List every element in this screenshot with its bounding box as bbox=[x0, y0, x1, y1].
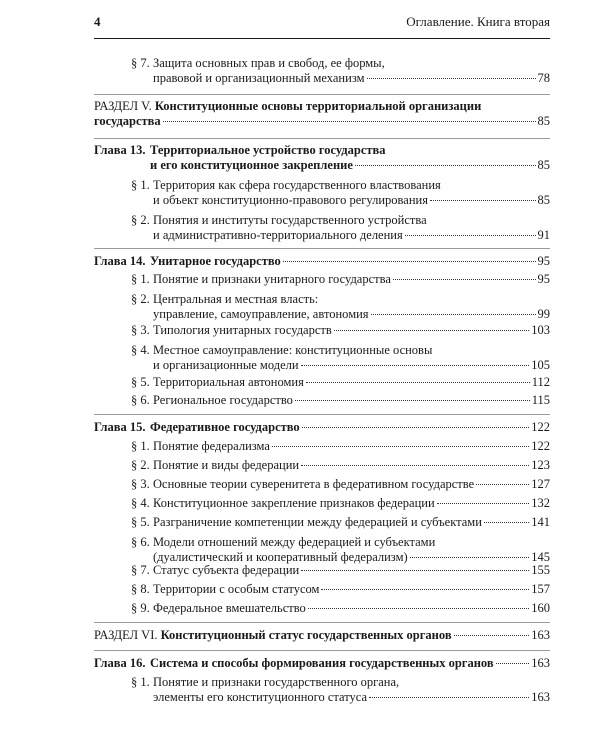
toc-entry-ch14[interactable] bbox=[94, 254, 550, 269]
toc-line bbox=[94, 99, 550, 114]
entry-title-text: Модели отношений между федерацией и субъектами bbox=[153, 535, 436, 549]
section-number: § 1. bbox=[131, 272, 150, 286]
toc-line bbox=[131, 71, 550, 86]
dot-leader bbox=[437, 503, 530, 504]
page-ref: 115 bbox=[531, 393, 550, 407]
separator-rule bbox=[94, 248, 550, 249]
toc-line bbox=[131, 323, 550, 338]
toc-line bbox=[131, 563, 550, 578]
section-number: § 4. bbox=[131, 496, 150, 510]
toc-entry-ch15-s3[interactable] bbox=[131, 477, 550, 492]
entry-title-text: Конституционное закрепление признаков федерации bbox=[153, 496, 435, 510]
page-ref: 85 bbox=[537, 158, 550, 172]
toc-line bbox=[94, 254, 550, 269]
toc-entry-ch15-s7[interactable] bbox=[131, 563, 550, 578]
entry-title-text: Центральная и местная власть: bbox=[153, 292, 319, 306]
page-ref: 123 bbox=[531, 458, 550, 472]
page-number: 4 bbox=[94, 14, 101, 29]
toc-line bbox=[131, 358, 550, 373]
toc-entry-ch13-s2[interactable] bbox=[131, 213, 550, 243]
toc-entry-s7-top[interactable] bbox=[131, 56, 550, 86]
toc-line bbox=[131, 601, 550, 616]
entry-title-text: Статус субъекта федерации bbox=[153, 563, 300, 577]
chapter-label: Глава 14. bbox=[94, 254, 146, 268]
dot-leader bbox=[308, 608, 529, 609]
toc-entry-ch15-s8[interactable] bbox=[131, 582, 550, 597]
entry-title-text: и организационные модели bbox=[153, 358, 299, 372]
toc-line bbox=[131, 496, 550, 511]
separator-rule bbox=[94, 414, 550, 415]
section-number: § 7. bbox=[131, 56, 150, 70]
entry-title-text: Защита основных прав и свобод, ее формы, bbox=[153, 56, 385, 70]
section-number: § 1. bbox=[131, 439, 150, 453]
page-ref: 99 bbox=[537, 307, 550, 321]
dot-leader bbox=[334, 330, 529, 331]
dot-leader bbox=[405, 235, 536, 236]
toc-line bbox=[94, 420, 550, 435]
entry-title-text: Территория как сфера государственного властвования bbox=[153, 178, 441, 192]
section-number: § 2. bbox=[131, 213, 150, 227]
entry-title-text: РАЗДЕЛ VI. Конституционный статус государственных органов bbox=[94, 628, 452, 642]
entry-title-text: Понятие федерализма bbox=[153, 439, 270, 453]
toc-line bbox=[131, 193, 550, 208]
page-ref: 122 bbox=[531, 420, 550, 434]
toc-line bbox=[131, 477, 550, 492]
dot-leader bbox=[484, 522, 529, 523]
toc-entry-ch13-s1[interactable] bbox=[131, 178, 550, 208]
page-ref: 78 bbox=[537, 71, 550, 85]
entry-title-text: Территориальная автономия bbox=[153, 375, 304, 389]
toc-entry-ch14-s2[interactable] bbox=[131, 292, 550, 322]
chapter-label: Глава 16. bbox=[94, 656, 146, 670]
toc-line bbox=[94, 143, 550, 158]
toc-line bbox=[131, 375, 550, 390]
dot-leader bbox=[369, 697, 529, 698]
entry-title-text: Региональное государство bbox=[153, 393, 293, 407]
separator-rule bbox=[94, 622, 550, 623]
section-number: § 3. bbox=[131, 477, 150, 491]
toc-line bbox=[94, 628, 550, 643]
page-ref: 145 bbox=[531, 550, 550, 564]
toc-line bbox=[131, 690, 550, 705]
page-ref: 103 bbox=[531, 323, 550, 337]
dot-leader bbox=[301, 465, 529, 466]
section-number: § 5. bbox=[131, 515, 150, 529]
section-number: § 1. bbox=[131, 675, 150, 689]
toc-line bbox=[94, 114, 550, 129]
dot-leader bbox=[295, 400, 530, 401]
dot-leader bbox=[302, 427, 530, 428]
toc-line bbox=[131, 292, 550, 307]
page-ref: 163 bbox=[531, 656, 550, 670]
page-ref: 91 bbox=[537, 228, 550, 242]
toc-line bbox=[131, 307, 550, 322]
dot-leader bbox=[454, 635, 530, 636]
toc-line bbox=[131, 56, 550, 71]
entry-title-text: Территории с особым статусом bbox=[153, 582, 320, 596]
separator-rule bbox=[94, 94, 550, 95]
toc-entry-ch13[interactable] bbox=[94, 143, 550, 173]
entry-title-text: Местное самоуправление: конституционные основы bbox=[153, 343, 433, 357]
toc-entry-ch15-s4[interactable] bbox=[131, 496, 550, 511]
page-ref: 112 bbox=[531, 375, 550, 389]
page-ref: 163 bbox=[531, 628, 550, 642]
toc-entry-razdel-6[interactable] bbox=[94, 628, 550, 643]
page-ref: 157 bbox=[531, 582, 550, 596]
entry-title-text: Территориальное устройство государства bbox=[150, 143, 386, 157]
page-ref: 163 bbox=[531, 690, 550, 704]
entry-title-text: элементы его конституционного статуса bbox=[153, 690, 368, 704]
toc-entry-ch16[interactable] bbox=[94, 656, 550, 671]
page-ref: 160 bbox=[531, 601, 550, 615]
dot-leader bbox=[371, 314, 536, 315]
section-number: § 9. bbox=[131, 601, 150, 615]
toc-entry-ch14-s4[interactable] bbox=[131, 343, 550, 373]
toc-entry-ch14-s3[interactable] bbox=[131, 323, 550, 338]
entry-title-text: Типология унитарных государств bbox=[153, 323, 332, 337]
section-number: § 8. bbox=[131, 582, 150, 596]
page-ref: 141 bbox=[531, 515, 550, 529]
entry-title-text: Федеративное государство bbox=[150, 420, 300, 434]
dot-leader bbox=[301, 365, 530, 366]
entry-title-text: и административно-территориального деления bbox=[153, 228, 403, 242]
dot-leader bbox=[272, 446, 529, 447]
dot-leader bbox=[496, 663, 530, 664]
toc-entry-ch15-s9[interactable] bbox=[131, 601, 550, 616]
entry-title-text: Унитарное государство bbox=[150, 254, 281, 268]
toc-line bbox=[131, 515, 550, 530]
chapter-label: Глава 15. bbox=[94, 420, 146, 434]
toc-line bbox=[94, 158, 550, 173]
page-ref: 122 bbox=[531, 439, 550, 453]
toc-entry-ch15-s2[interactable] bbox=[131, 458, 550, 473]
page-ref: 95 bbox=[537, 272, 550, 286]
dot-leader bbox=[163, 121, 536, 122]
entry-title-text: и его конституционное закрепление bbox=[150, 158, 353, 172]
page-ref: 105 bbox=[531, 358, 550, 372]
section-number: § 6. bbox=[131, 535, 150, 549]
entry-title-text: Система и способы формирования государственных органов bbox=[150, 656, 494, 670]
section-number: § 1. bbox=[131, 178, 150, 192]
dot-leader bbox=[367, 78, 536, 79]
toc-line bbox=[131, 535, 550, 550]
separator-rule bbox=[94, 650, 550, 651]
dot-leader bbox=[283, 261, 536, 262]
entry-title-text: Основные теории суверенитета в федеративном государстве bbox=[153, 477, 475, 491]
page-ref: 85 bbox=[537, 114, 550, 128]
toc-line bbox=[131, 343, 550, 358]
dot-leader bbox=[393, 279, 536, 280]
page-ref: 95 bbox=[537, 254, 550, 268]
toc-entry-ch14-s6[interactable] bbox=[131, 393, 550, 408]
running-title: Оглавление. Книга вторая bbox=[406, 14, 550, 29]
section-number: § 7. bbox=[131, 563, 150, 577]
toc-line bbox=[131, 178, 550, 193]
separator-rule bbox=[94, 138, 550, 139]
chapter-label: Глава 13. bbox=[94, 143, 146, 157]
entry-title-text: Понятия и институты государственного устройства bbox=[153, 213, 427, 227]
entry-title-text: государства bbox=[94, 114, 161, 128]
dot-leader bbox=[355, 165, 536, 166]
page-ref: 132 bbox=[531, 496, 550, 510]
entry-title-text: Понятие и виды федерации bbox=[153, 458, 300, 472]
page-ref: 85 bbox=[537, 193, 550, 207]
section-number: § 4. bbox=[131, 343, 150, 357]
toc-entry-ch16-s1[interactable] bbox=[131, 675, 550, 705]
toc-line bbox=[131, 213, 550, 228]
section-number: § 5. bbox=[131, 375, 150, 389]
header-rule bbox=[94, 38, 550, 39]
toc-entry-ch15-s1[interactable] bbox=[131, 439, 550, 454]
dot-leader bbox=[301, 570, 529, 571]
dot-leader bbox=[321, 589, 529, 590]
toc-line bbox=[94, 656, 550, 671]
section-number: § 2. bbox=[131, 292, 150, 306]
entry-title-text: и объект конституционно-правового регулирования bbox=[153, 193, 428, 207]
entry-title-text: Понятие и признаки унитарного государства bbox=[153, 272, 391, 286]
entry-title-text: Разграничение компетенции между федерацией и субъектами bbox=[153, 515, 482, 529]
entry-title-text: управление, самоуправление, автономия bbox=[153, 307, 369, 321]
page-ref: 155 bbox=[531, 563, 550, 577]
entry-title-text: (дуалистический и кооперативный федерализм) bbox=[153, 550, 408, 564]
section-number: § 6. bbox=[131, 393, 150, 407]
entry-title-text: Понятие и признаки государственного органа, bbox=[153, 675, 400, 689]
dot-leader bbox=[306, 382, 530, 383]
toc-entry-ch14-s5[interactable] bbox=[131, 375, 550, 390]
toc-entry-ch15-s6[interactable] bbox=[131, 535, 550, 565]
section-number: § 3. bbox=[131, 323, 150, 337]
toc-line bbox=[131, 228, 550, 243]
toc-line bbox=[131, 272, 550, 287]
entry-title-text: Федеральное вмешательство bbox=[153, 601, 306, 615]
toc-entry-razdel-5[interactable] bbox=[94, 99, 550, 129]
page-header bbox=[94, 12, 550, 34]
toc-line bbox=[131, 393, 550, 408]
dot-leader bbox=[476, 484, 529, 485]
dot-leader bbox=[430, 200, 536, 201]
toc-line bbox=[131, 675, 550, 690]
toc-line bbox=[131, 458, 550, 473]
dot-leader bbox=[410, 557, 530, 558]
page-ref: 127 bbox=[531, 477, 550, 491]
entry-title-text: правовой и организационный механизм bbox=[153, 71, 365, 85]
toc-entry-ch15[interactable] bbox=[94, 420, 550, 435]
toc-line bbox=[131, 439, 550, 454]
toc-line bbox=[131, 582, 550, 597]
section-number: § 2. bbox=[131, 458, 150, 472]
toc-entry-ch14-s1[interactable] bbox=[131, 272, 550, 287]
toc-entry-ch15-s5[interactable] bbox=[131, 515, 550, 530]
entry-title-text: РАЗДЕЛ V. Конституционные основы территориальной организации bbox=[94, 99, 482, 113]
